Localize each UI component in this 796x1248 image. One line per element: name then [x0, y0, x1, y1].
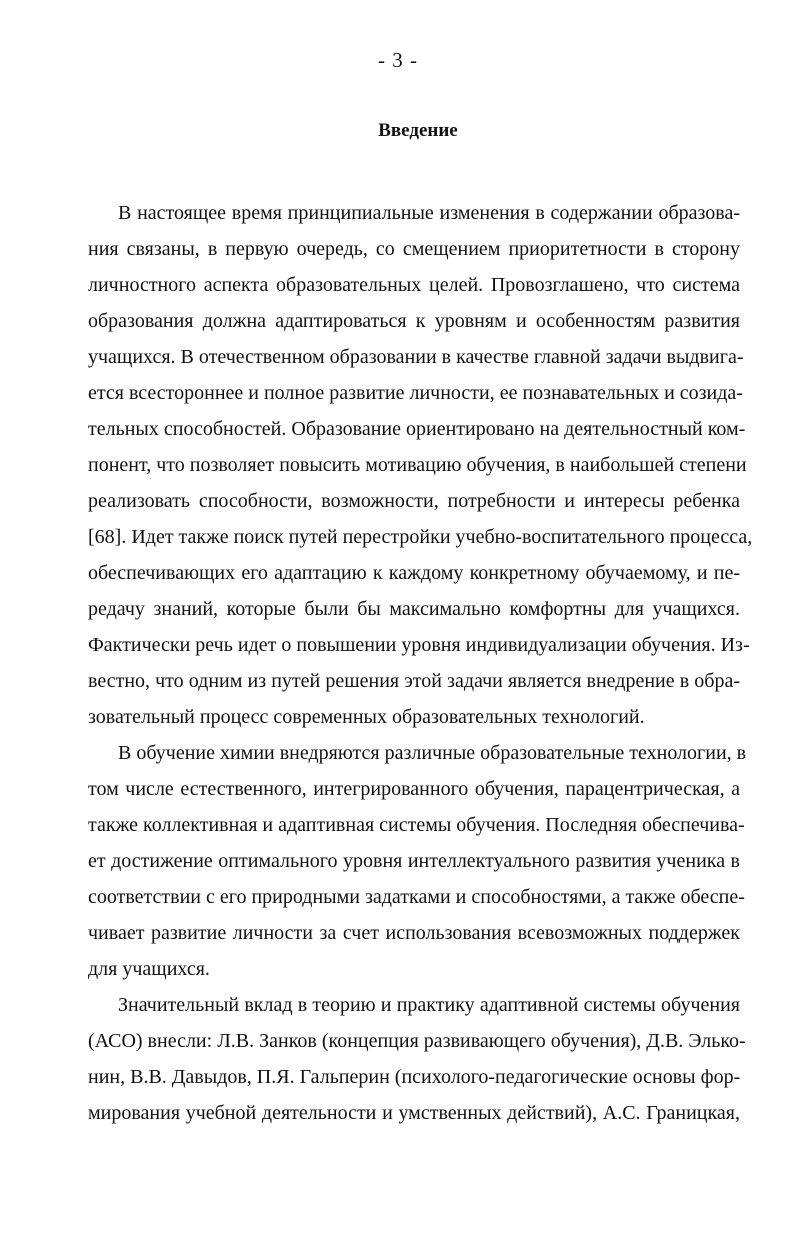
- paragraph-3-line: нин, В.В. Давыдов, П.Я. Гальперин (психолого-педагогические основы фор-: [88, 1066, 741, 1088]
- paragraph-3-line: Значительный вклад в теорию и практику адаптивной системы обучения: [118, 994, 740, 1016]
- paragraph-1-line: понент, что позволяет повысить мотивацию обучения, в наибольшей степени: [88, 454, 747, 476]
- paragraph-1-line: личностного аспекта образовательных целей. Провозглашено, что система: [88, 274, 740, 296]
- paragraph-3-line: (АСО) внесли: Л.В. Занков (концепция развивающего обучения), Д.В. Элько-: [88, 1030, 746, 1052]
- paragraph-1-line: тельных способностей. Образование ориентировано на деятельностный ком-: [88, 418, 746, 440]
- paragraph-2-line: том числе естественного, интегрированного обучения, парацентрическая, а: [88, 778, 740, 800]
- paragraph-1-line: редачу знаний, которые были бы максимально комфортны для учащихся.: [88, 598, 740, 620]
- paragraph-2-line: чивает развитие личности за счет использования всевозможных поддержек: [88, 922, 740, 944]
- paragraph-1-line: образования должна адаптироваться к уровням и особенностям развития: [88, 310, 740, 332]
- paragraph-2-line: для учащихся.: [88, 958, 210, 980]
- paragraph-2-line: соответствии с его природными задатками и способностями, а также обеспе-: [88, 886, 745, 908]
- paragraph-1-line: В настоящее время принципиальные изменения в содержании образова-: [118, 202, 740, 224]
- paragraph-1-line: [68]. Идет также поиск путей перестройки учебно-воспитательного процесса,: [88, 526, 753, 548]
- page-number: - 3 -: [378, 48, 418, 72]
- paragraph-1-line: Фактически речь идет о повышении уровня индивидуализации обучения. Из-: [88, 634, 750, 656]
- paragraph-3-line: мирования учебной деятельности и умственных действий), А.С. Границкая,: [88, 1102, 740, 1124]
- paragraph-2-line: также коллективная и адаптивная системы обучения. Последняя обеспечива-: [88, 814, 745, 836]
- section-heading: Введение: [378, 120, 458, 141]
- paragraph-1-line: обеспечивающих его адаптацию к каждому конкретному обучаемому, и пе-: [88, 562, 740, 584]
- paragraph-1-line: реализовать способности, возможности, потребности и интересы ребенка: [88, 490, 740, 512]
- paragraph-2-line: В обучение химии внедряются различные образовательные технологии, в: [118, 742, 747, 764]
- paragraph-1-line: ния связаны, в первую очередь, со смещением приоритетности в сторону: [88, 238, 740, 260]
- paragraph-1-line: вестно, что одним из путей решения этой задачи является внедрение в обра-: [88, 670, 740, 692]
- paragraph-2-line: ет достижение оптимального уровня интеллектуального развития ученика в: [88, 850, 740, 872]
- paragraph-1-line: ется всестороннее и полное развитие личности, ее познавательных и созида-: [88, 382, 743, 404]
- paragraph-1-line: учащихся. В отечественном образовании в качестве главной задачи выдвига-: [88, 346, 744, 368]
- paragraph-1-line: зовательный процесс современных образовательных технологий.: [88, 706, 645, 728]
